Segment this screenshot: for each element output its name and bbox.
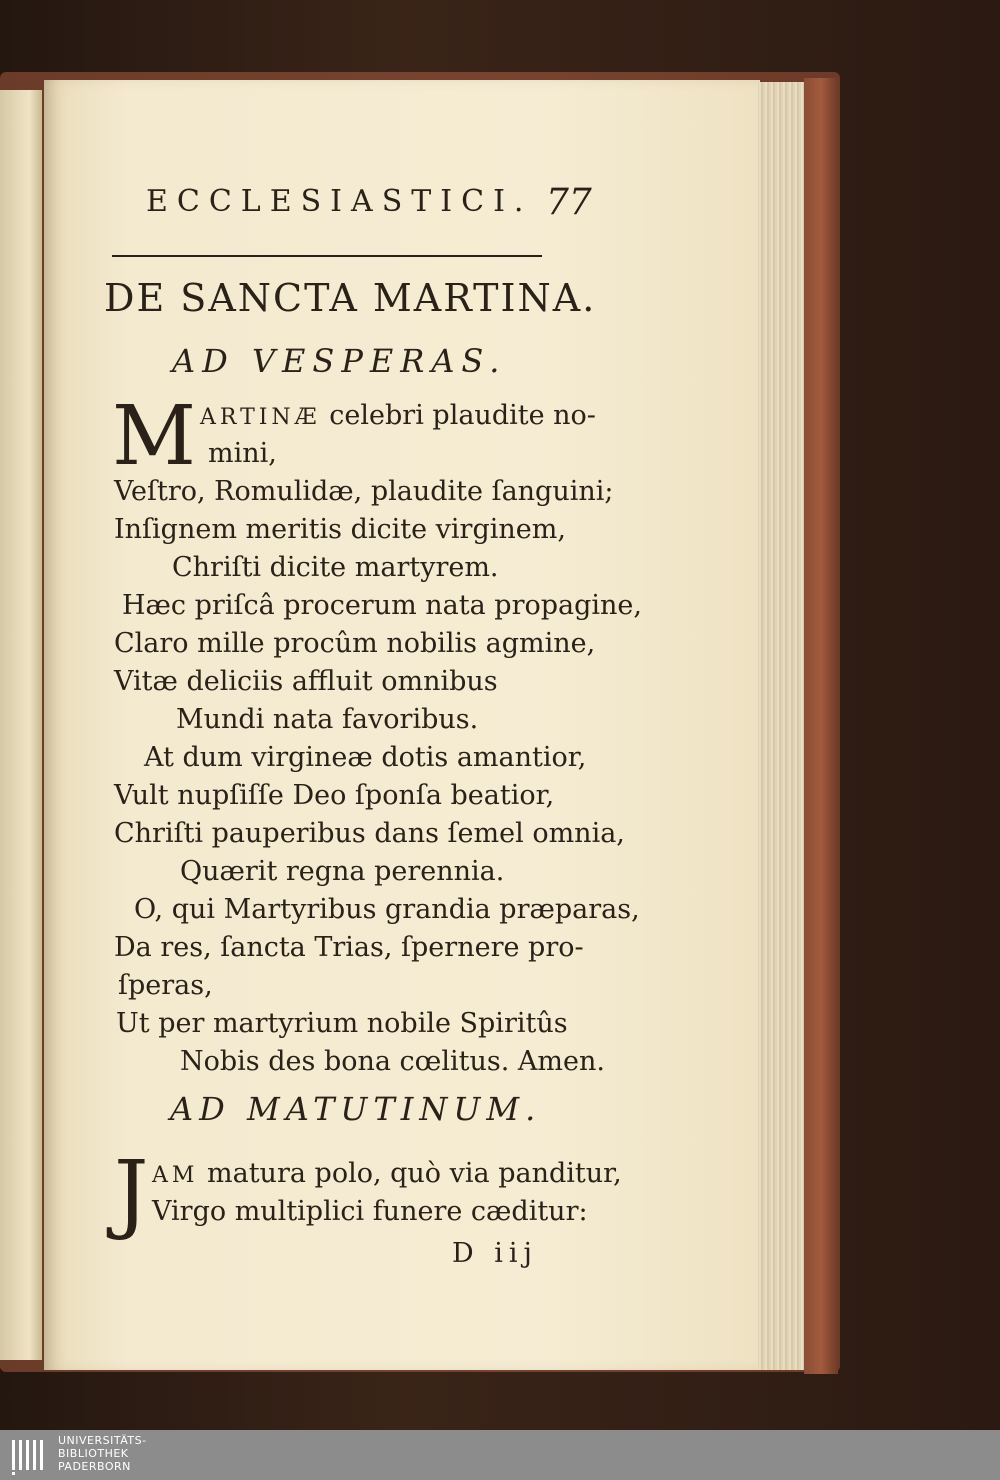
verse-line: Virgo multiplici funere cæditur: — [152, 1196, 588, 1227]
library-logo-icon — [10, 1436, 50, 1476]
verse-line: Chriſti pauperibus dans ſemel omnia, — [114, 818, 625, 849]
running-head — [146, 180, 592, 223]
dropcap-j: J — [114, 1143, 149, 1243]
verse-line: Ut per martyrium nobile Spiritûs — [116, 1008, 568, 1039]
verse-line: ARTINÆ celebri plaudite no- — [200, 400, 596, 431]
section-title: DE SANCTA MARTINA. — [104, 276, 597, 320]
verse-line: Vitæ deliciis affluit omnibus — [114, 666, 498, 697]
verse-line: Hæc priſcâ procerum nata propagine, — [122, 590, 642, 621]
verse-line: Vult nupſiſſe Deo ſponſa beatior, — [114, 780, 555, 811]
verse-line: mini, — [208, 438, 277, 469]
library-name: UNIVERSITÄTS- BIBLIOTHEK PADERBORN — [58, 1434, 147, 1473]
head-rule — [112, 255, 542, 257]
verse-line: Chriſti dicite martyrem. — [172, 552, 499, 583]
verse-line: Veſtro, Romulidæ, plaudite ſanguini; — [114, 476, 614, 507]
verse-line: Claro mille procûm nobilis agmine, — [114, 628, 596, 659]
running-head-title: ECCLESIASTICI. — [146, 184, 533, 219]
verse-line: At dum virgineæ dotis amantior, — [144, 742, 587, 773]
small-caps-word: ARTINÆ — [200, 405, 321, 430]
verse-line: Quærit regna perennia. — [180, 856, 505, 887]
signature-mark: D iij — [452, 1238, 538, 1269]
heading-matins: AD MATUTINUM. — [170, 1090, 542, 1128]
verse-line: Da res, ſancta Trias, ſpernere pro- — [114, 932, 584, 963]
verse-line: Nobis des bona cœlitus. Amen. — [180, 1046, 605, 1077]
footer-bar — [0, 1430, 1000, 1480]
verse-line: O, qui Martyribus grandia præparas, — [134, 894, 640, 925]
page-number: 77 — [546, 182, 592, 223]
small-caps-word: AM — [152, 1163, 199, 1188]
verse-line: AM matura polo, quò via panditur, — [152, 1158, 622, 1189]
heading-vespers: AD VESPERAS. — [172, 342, 507, 380]
verse-line: Mundi nata favoribus. — [176, 704, 479, 735]
verse-line: Inſignem meritis dicite virginem, — [114, 514, 566, 545]
verse-line: ſperas, — [118, 970, 213, 1001]
dropcap-m: M — [112, 389, 196, 484]
